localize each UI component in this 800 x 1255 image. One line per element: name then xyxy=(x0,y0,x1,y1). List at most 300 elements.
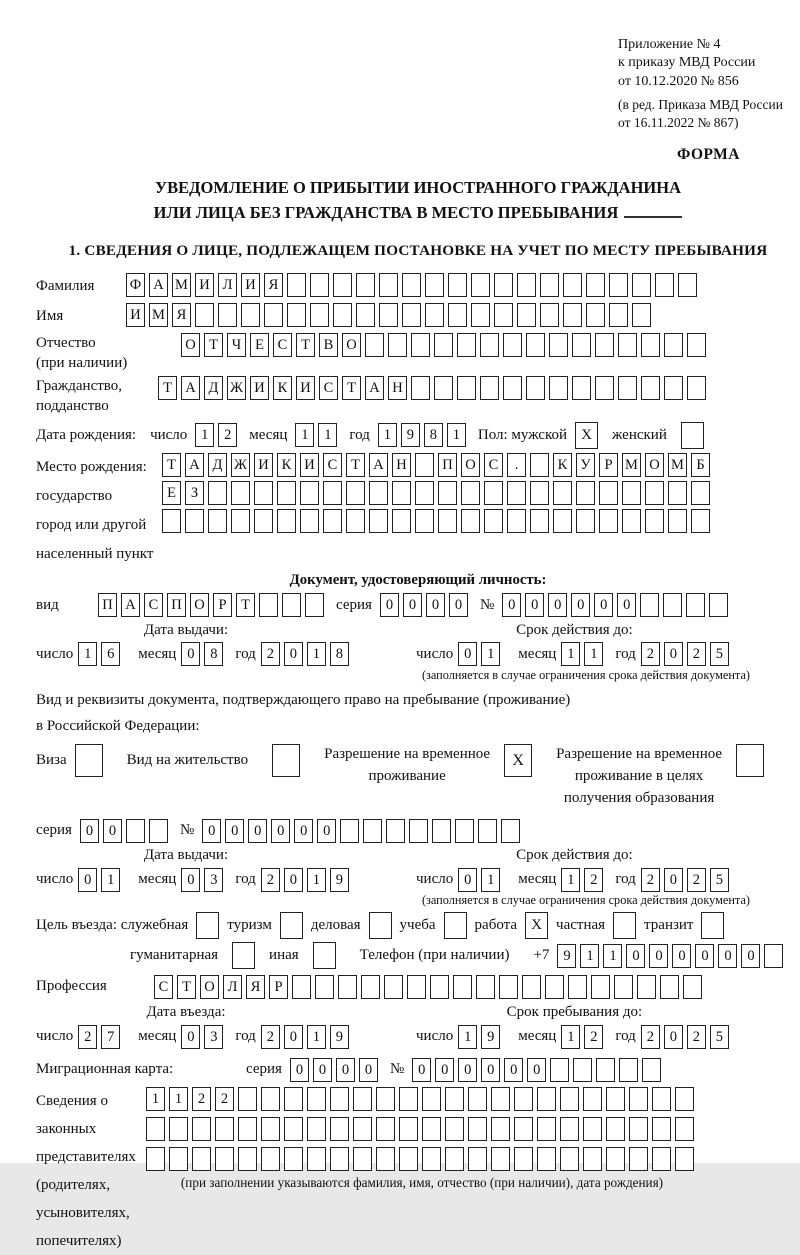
empty-cell[interactable] xyxy=(259,593,278,617)
filled-cell[interactable]: 0 xyxy=(741,944,760,968)
empty-cell[interactable] xyxy=(307,1087,326,1111)
empty-cell[interactable] xyxy=(560,1087,579,1111)
empty-cell[interactable] xyxy=(517,273,536,297)
filled-cell[interactable]: С xyxy=(154,975,173,999)
filled-cell[interactable]: 0 xyxy=(594,593,613,617)
filled-cell[interactable]: М xyxy=(149,303,168,327)
filled-cell[interactable]: 9 xyxy=(481,1025,500,1049)
empty-cell[interactable] xyxy=(284,1117,303,1141)
filled-cell[interactable]: 0 xyxy=(412,1058,431,1082)
empty-cell[interactable] xyxy=(407,975,426,999)
filled-cell[interactable]: П xyxy=(438,453,457,477)
filled-cell[interactable]: 0 xyxy=(502,593,521,617)
empty-cell[interactable] xyxy=(272,744,300,777)
empty-cell[interactable] xyxy=(261,1117,280,1141)
filled-cell[interactable]: 1 xyxy=(146,1087,165,1111)
filled-cell[interactable]: 0 xyxy=(317,819,336,843)
empty-cell[interactable] xyxy=(537,1147,556,1171)
empty-cell[interactable] xyxy=(641,333,660,357)
empty-cell[interactable] xyxy=(514,1147,533,1171)
empty-cell[interactable] xyxy=(484,509,503,533)
filled-cell[interactable]: Т xyxy=(162,453,181,477)
empty-cell[interactable] xyxy=(563,303,582,327)
filled-cell[interactable]: 0 xyxy=(449,593,468,617)
filled-cell[interactable]: У xyxy=(576,453,595,477)
empty-cell[interactable] xyxy=(663,593,682,617)
empty-cell[interactable] xyxy=(379,273,398,297)
filled-cell[interactable]: 0 xyxy=(664,1025,683,1049)
filled-cell[interactable]: 8 xyxy=(424,423,443,447)
empty-cell[interactable] xyxy=(480,333,499,357)
empty-cell[interactable] xyxy=(687,333,706,357)
empty-cell[interactable] xyxy=(287,273,306,297)
empty-cell[interactable] xyxy=(376,1117,395,1141)
filled-cell[interactable]: 1 xyxy=(195,423,214,447)
empty-cell[interactable] xyxy=(379,303,398,327)
empty-cell[interactable] xyxy=(503,376,522,400)
empty-cell[interactable] xyxy=(365,333,384,357)
empty-cell[interactable] xyxy=(307,1117,326,1141)
filled-cell[interactable]: 6 xyxy=(101,642,120,666)
filled-cell[interactable]: 2 xyxy=(192,1087,211,1111)
filled-cell[interactable]: 8 xyxy=(204,642,223,666)
empty-cell[interactable] xyxy=(637,975,656,999)
empty-cell[interactable] xyxy=(238,1117,257,1141)
empty-cell[interactable] xyxy=(392,509,411,533)
empty-cell[interactable] xyxy=(606,1087,625,1111)
empty-cell[interactable] xyxy=(457,376,476,400)
empty-cell[interactable] xyxy=(664,333,683,357)
filled-cell[interactable]: 0 xyxy=(664,868,683,892)
empty-cell[interactable] xyxy=(507,509,526,533)
empty-cell[interactable] xyxy=(346,481,365,505)
empty-cell[interactable] xyxy=(683,975,702,999)
empty-cell[interactable] xyxy=(468,1087,487,1111)
empty-cell[interactable] xyxy=(254,481,273,505)
empty-cell[interactable] xyxy=(356,303,375,327)
empty-cell[interactable] xyxy=(457,333,476,357)
empty-cell[interactable] xyxy=(353,1147,372,1171)
empty-cell[interactable] xyxy=(169,1147,188,1171)
empty-cell[interactable] xyxy=(277,509,296,533)
empty-cell[interactable] xyxy=(363,819,382,843)
empty-cell[interactable] xyxy=(606,1117,625,1141)
filled-cell[interactable]: 0 xyxy=(617,593,636,617)
empty-cell[interactable] xyxy=(686,593,705,617)
filled-cell[interactable]: 0 xyxy=(284,1025,303,1049)
filled-cell[interactable]: 0 xyxy=(181,642,200,666)
filled-cell[interactable]: 0 xyxy=(248,819,267,843)
empty-cell[interactable] xyxy=(169,1117,188,1141)
filled-cell[interactable]: 3 xyxy=(204,868,223,892)
filled-cell[interactable]: Ф xyxy=(126,273,145,297)
empty-cell[interactable] xyxy=(499,975,518,999)
filled-cell[interactable]: 0 xyxy=(649,944,668,968)
empty-cell[interactable] xyxy=(642,1058,661,1082)
filled-cell[interactable]: Я xyxy=(246,975,265,999)
filled-cell[interactable]: 1 xyxy=(561,642,580,666)
empty-cell[interactable] xyxy=(313,942,336,969)
empty-cell[interactable] xyxy=(284,1147,303,1171)
empty-cell[interactable] xyxy=(330,1147,349,1171)
purpose-humanitarian-checkbox[interactable] xyxy=(232,942,255,969)
filled-cell[interactable]: 0 xyxy=(380,593,399,617)
filled-cell[interactable]: З xyxy=(185,481,204,505)
empty-cell[interactable] xyxy=(126,819,145,843)
filled-cell[interactable]: С xyxy=(144,593,163,617)
filled-cell[interactable]: О xyxy=(200,975,219,999)
filled-cell[interactable]: Е xyxy=(162,481,181,505)
purpose-work-checkbox[interactable] xyxy=(525,912,548,939)
empty-cell[interactable] xyxy=(563,273,582,297)
empty-cell[interactable] xyxy=(192,1117,211,1141)
filled-cell[interactable]: Ж xyxy=(231,453,250,477)
filled-cell[interactable]: А xyxy=(121,593,140,617)
empty-cell[interactable] xyxy=(282,593,301,617)
empty-cell[interactable] xyxy=(386,819,405,843)
empty-cell[interactable] xyxy=(196,912,219,939)
filled-cell[interactable]: 0 xyxy=(290,1058,309,1082)
filled-cell[interactable]: 2 xyxy=(261,1025,280,1049)
empty-cell[interactable] xyxy=(330,1087,349,1111)
empty-cell[interactable] xyxy=(376,1087,395,1111)
empty-cell[interactable] xyxy=(652,1117,671,1141)
residence-permit-checkbox[interactable] xyxy=(272,744,300,777)
empty-cell[interactable] xyxy=(402,303,421,327)
empty-cell[interactable] xyxy=(453,975,472,999)
filled-cell[interactable]: 2 xyxy=(78,1025,97,1049)
empty-cell[interactable] xyxy=(514,1117,533,1141)
empty-cell[interactable] xyxy=(618,376,637,400)
empty-cell[interactable] xyxy=(664,376,683,400)
filled-cell[interactable]: С xyxy=(323,453,342,477)
filled-cell[interactable]: 1 xyxy=(307,1025,326,1049)
empty-cell[interactable] xyxy=(599,509,618,533)
filled-cell[interactable]: О xyxy=(181,333,200,357)
empty-cell[interactable] xyxy=(609,273,628,297)
empty-cell[interactable] xyxy=(476,975,495,999)
filled-cell[interactable]: 1 xyxy=(447,423,466,447)
empty-cell[interactable] xyxy=(573,1058,592,1082)
filled-cell[interactable]: 0 xyxy=(672,944,691,968)
filled-cell[interactable]: 1 xyxy=(295,423,314,447)
filled-cell[interactable]: 0 xyxy=(695,944,714,968)
filled-cell[interactable]: Б xyxy=(691,453,710,477)
empty-cell[interactable] xyxy=(526,333,545,357)
empty-cell[interactable] xyxy=(501,819,520,843)
empty-cell[interactable] xyxy=(526,376,545,400)
filled-cell[interactable]: О xyxy=(645,453,664,477)
empty-cell[interactable] xyxy=(583,1087,602,1111)
empty-cell[interactable] xyxy=(399,1117,418,1141)
empty-cell[interactable] xyxy=(540,273,559,297)
empty-cell[interactable] xyxy=(468,1147,487,1171)
filled-cell[interactable]: О xyxy=(461,453,480,477)
empty-cell[interactable] xyxy=(208,481,227,505)
empty-cell[interactable] xyxy=(613,912,636,939)
filled-cell[interactable]: 1 xyxy=(580,944,599,968)
filled-cell[interactable]: 0 xyxy=(271,819,290,843)
filled-cell[interactable]: 0 xyxy=(718,944,737,968)
empty-cell[interactable] xyxy=(595,333,614,357)
empty-cell[interactable] xyxy=(277,481,296,505)
empty-cell[interactable] xyxy=(614,975,633,999)
filled-cell[interactable]: И xyxy=(254,453,273,477)
empty-cell[interactable] xyxy=(687,376,706,400)
filled-cell[interactable]: Р xyxy=(213,593,232,617)
empty-cell[interactable] xyxy=(668,481,687,505)
filled-cell[interactable]: А xyxy=(149,273,168,297)
empty-cell[interactable] xyxy=(185,509,204,533)
empty-cell[interactable] xyxy=(764,944,783,968)
filled-cell[interactable]: 1 xyxy=(561,868,580,892)
filled-cell[interactable]: Н xyxy=(388,376,407,400)
filled-cell[interactable]: 0 xyxy=(284,868,303,892)
empty-cell[interactable] xyxy=(545,975,564,999)
empty-cell[interactable] xyxy=(346,509,365,533)
empty-cell[interactable] xyxy=(425,273,444,297)
empty-cell[interactable] xyxy=(609,303,628,327)
filled-cell[interactable]: 0 xyxy=(359,1058,378,1082)
empty-cell[interactable] xyxy=(586,273,605,297)
filled-cell[interactable]: 2 xyxy=(641,1025,660,1049)
empty-cell[interactable] xyxy=(388,333,407,357)
empty-cell[interactable] xyxy=(192,1147,211,1171)
empty-cell[interactable] xyxy=(280,912,303,939)
empty-cell[interactable] xyxy=(241,303,260,327)
filled-cell[interactable]: И xyxy=(126,303,145,327)
empty-cell[interactable] xyxy=(284,1087,303,1111)
empty-cell[interactable] xyxy=(399,1087,418,1111)
filled-cell[interactable]: 0 xyxy=(527,1058,546,1082)
empty-cell[interactable] xyxy=(572,333,591,357)
filled-cell[interactable]: Р xyxy=(599,453,618,477)
empty-cell[interactable] xyxy=(537,1087,556,1111)
empty-cell[interactable] xyxy=(376,1147,395,1171)
empty-cell[interactable] xyxy=(323,509,342,533)
empty-cell[interactable] xyxy=(231,481,250,505)
purpose-study-checkbox[interactable] xyxy=(444,912,467,939)
filled-cell[interactable]: Л xyxy=(223,975,242,999)
empty-cell[interactable] xyxy=(478,819,497,843)
filled-cell[interactable]: 1 xyxy=(307,642,326,666)
empty-cell[interactable] xyxy=(641,376,660,400)
purpose-private-checkbox[interactable] xyxy=(613,912,636,939)
filled-cell[interactable]: 9 xyxy=(557,944,576,968)
empty-cell[interactable] xyxy=(599,481,618,505)
empty-cell[interactable] xyxy=(438,509,457,533)
filled-cell[interactable]: С xyxy=(484,453,503,477)
gender-male-checkbox[interactable] xyxy=(575,422,598,449)
empty-cell[interactable] xyxy=(323,481,342,505)
empty-cell[interactable] xyxy=(422,1087,441,1111)
filled-cell[interactable]: 7 xyxy=(101,1025,120,1049)
empty-cell[interactable] xyxy=(645,481,664,505)
filled-cell[interactable]: 0 xyxy=(294,819,313,843)
empty-cell[interactable] xyxy=(660,975,679,999)
filled-cell[interactable]: X xyxy=(504,744,532,777)
empty-cell[interactable] xyxy=(444,912,467,939)
filled-cell[interactable]: И xyxy=(195,273,214,297)
filled-cell[interactable]: 0 xyxy=(181,1025,200,1049)
filled-cell[interactable]: 1 xyxy=(78,642,97,666)
filled-cell[interactable]: 0 xyxy=(78,868,97,892)
empty-cell[interactable] xyxy=(338,975,357,999)
filled-cell[interactable]: 1 xyxy=(603,944,622,968)
filled-cell[interactable]: И xyxy=(296,376,315,400)
filled-cell[interactable]: 0 xyxy=(80,819,99,843)
empty-cell[interactable] xyxy=(402,273,421,297)
empty-cell[interactable] xyxy=(560,1117,579,1141)
filled-cell[interactable]: 0 xyxy=(435,1058,454,1082)
empty-cell[interactable] xyxy=(503,333,522,357)
filled-cell[interactable]: 2 xyxy=(687,642,706,666)
empty-cell[interactable] xyxy=(468,1117,487,1141)
empty-cell[interactable] xyxy=(596,1058,615,1082)
empty-cell[interactable] xyxy=(586,303,605,327)
filled-cell[interactable]: И xyxy=(241,273,260,297)
empty-cell[interactable] xyxy=(254,509,273,533)
filled-cell[interactable]: 0 xyxy=(481,1058,500,1082)
filled-cell[interactable]: И xyxy=(300,453,319,477)
filled-cell[interactable]: 0 xyxy=(225,819,244,843)
empty-cell[interactable] xyxy=(415,453,434,477)
empty-cell[interactable] xyxy=(576,509,595,533)
filled-cell[interactable]: 1 xyxy=(169,1087,188,1111)
empty-cell[interactable] xyxy=(622,509,641,533)
filled-cell[interactable]: П xyxy=(167,593,186,617)
filled-cell[interactable]: И xyxy=(250,376,269,400)
temp-residence-checkbox[interactable] xyxy=(504,744,532,777)
filled-cell[interactable]: 0 xyxy=(548,593,567,617)
filled-cell[interactable]: 2 xyxy=(584,868,603,892)
empty-cell[interactable] xyxy=(434,333,453,357)
empty-cell[interactable] xyxy=(430,975,449,999)
filled-cell[interactable]: 0 xyxy=(504,1058,523,1082)
empty-cell[interactable] xyxy=(550,1058,569,1082)
filled-cell[interactable]: Р xyxy=(269,975,288,999)
filled-cell[interactable]: 1 xyxy=(318,423,337,447)
filled-cell[interactable]: 0 xyxy=(525,593,544,617)
empty-cell[interactable] xyxy=(494,303,513,327)
empty-cell[interactable] xyxy=(415,481,434,505)
empty-cell[interactable] xyxy=(514,1087,533,1111)
filled-cell[interactable]: Н xyxy=(392,453,411,477)
empty-cell[interactable] xyxy=(522,975,541,999)
empty-cell[interactable] xyxy=(736,744,764,777)
empty-cell[interactable] xyxy=(432,819,451,843)
empty-cell[interactable] xyxy=(471,273,490,297)
empty-cell[interactable] xyxy=(411,333,430,357)
empty-cell[interactable] xyxy=(292,975,311,999)
empty-cell[interactable] xyxy=(75,744,103,777)
filled-cell[interactable]: 2 xyxy=(261,868,280,892)
empty-cell[interactable] xyxy=(549,376,568,400)
empty-cell[interactable] xyxy=(691,509,710,533)
empty-cell[interactable] xyxy=(461,509,480,533)
filled-cell[interactable]: Т xyxy=(342,376,361,400)
filled-cell[interactable]: 0 xyxy=(664,642,683,666)
filled-cell[interactable]: . xyxy=(507,453,526,477)
empty-cell[interactable] xyxy=(675,1147,694,1171)
filled-cell[interactable]: Ж xyxy=(227,376,246,400)
empty-cell[interactable] xyxy=(629,1087,648,1111)
empty-cell[interactable] xyxy=(146,1117,165,1141)
filled-cell[interactable]: 5 xyxy=(710,1025,729,1049)
empty-cell[interactable] xyxy=(652,1147,671,1171)
empty-cell[interactable] xyxy=(195,303,214,327)
empty-cell[interactable] xyxy=(540,303,559,327)
filled-cell[interactable]: 0 xyxy=(571,593,590,617)
filled-cell[interactable]: Я xyxy=(172,303,191,327)
filled-cell[interactable]: Д xyxy=(208,453,227,477)
filled-cell[interactable]: А xyxy=(185,453,204,477)
empty-cell[interactable] xyxy=(392,481,411,505)
empty-cell[interactable] xyxy=(619,1058,638,1082)
filled-cell[interactable]: Т xyxy=(158,376,177,400)
filled-cell[interactable]: О xyxy=(190,593,209,617)
filled-cell[interactable]: Л xyxy=(218,273,237,297)
purpose-transit-checkbox[interactable] xyxy=(701,912,724,939)
filled-cell[interactable]: М xyxy=(172,273,191,297)
filled-cell[interactable]: 3 xyxy=(204,1025,223,1049)
empty-cell[interactable] xyxy=(353,1117,372,1141)
empty-cell[interactable] xyxy=(315,975,334,999)
empty-cell[interactable] xyxy=(681,422,704,449)
empty-cell[interactable] xyxy=(409,819,428,843)
filled-cell[interactable]: 1 xyxy=(458,1025,477,1049)
empty-cell[interactable] xyxy=(310,273,329,297)
empty-cell[interactable] xyxy=(305,593,324,617)
empty-cell[interactable] xyxy=(530,509,549,533)
filled-cell[interactable]: 1 xyxy=(561,1025,580,1049)
empty-cell[interactable] xyxy=(576,481,595,505)
filled-cell[interactable]: 2 xyxy=(641,868,660,892)
empty-cell[interactable] xyxy=(448,273,467,297)
filled-cell[interactable]: А xyxy=(369,453,388,477)
filled-cell[interactable]: 2 xyxy=(218,423,237,447)
empty-cell[interactable] xyxy=(238,1147,257,1171)
filled-cell[interactable]: Ч xyxy=(227,333,246,357)
empty-cell[interactable] xyxy=(425,303,444,327)
empty-cell[interactable] xyxy=(622,481,641,505)
filled-cell[interactable]: 0 xyxy=(103,819,122,843)
filled-cell[interactable]: 0 xyxy=(458,868,477,892)
filled-cell[interactable]: А xyxy=(365,376,384,400)
empty-cell[interactable] xyxy=(652,1087,671,1111)
filled-cell[interactable]: 1 xyxy=(584,642,603,666)
filled-cell[interactable]: М xyxy=(622,453,641,477)
purpose-other-checkbox[interactable] xyxy=(313,942,336,969)
empty-cell[interactable] xyxy=(422,1117,441,1141)
empty-cell[interactable] xyxy=(507,481,526,505)
filled-cell[interactable]: С xyxy=(319,376,338,400)
empty-cell[interactable] xyxy=(218,303,237,327)
filled-cell[interactable]: М xyxy=(668,453,687,477)
empty-cell[interactable] xyxy=(560,1147,579,1171)
filled-cell[interactable]: 5 xyxy=(710,868,729,892)
empty-cell[interactable] xyxy=(231,509,250,533)
empty-cell[interactable] xyxy=(340,819,359,843)
empty-cell[interactable] xyxy=(678,273,697,297)
filled-cell[interactable]: 1 xyxy=(481,868,500,892)
empty-cell[interactable] xyxy=(632,303,651,327)
empty-cell[interactable] xyxy=(484,481,503,505)
filled-cell[interactable]: 2 xyxy=(641,642,660,666)
empty-cell[interactable] xyxy=(232,942,255,969)
filled-cell[interactable]: 1 xyxy=(101,868,120,892)
filled-cell[interactable]: 9 xyxy=(330,1025,349,1049)
